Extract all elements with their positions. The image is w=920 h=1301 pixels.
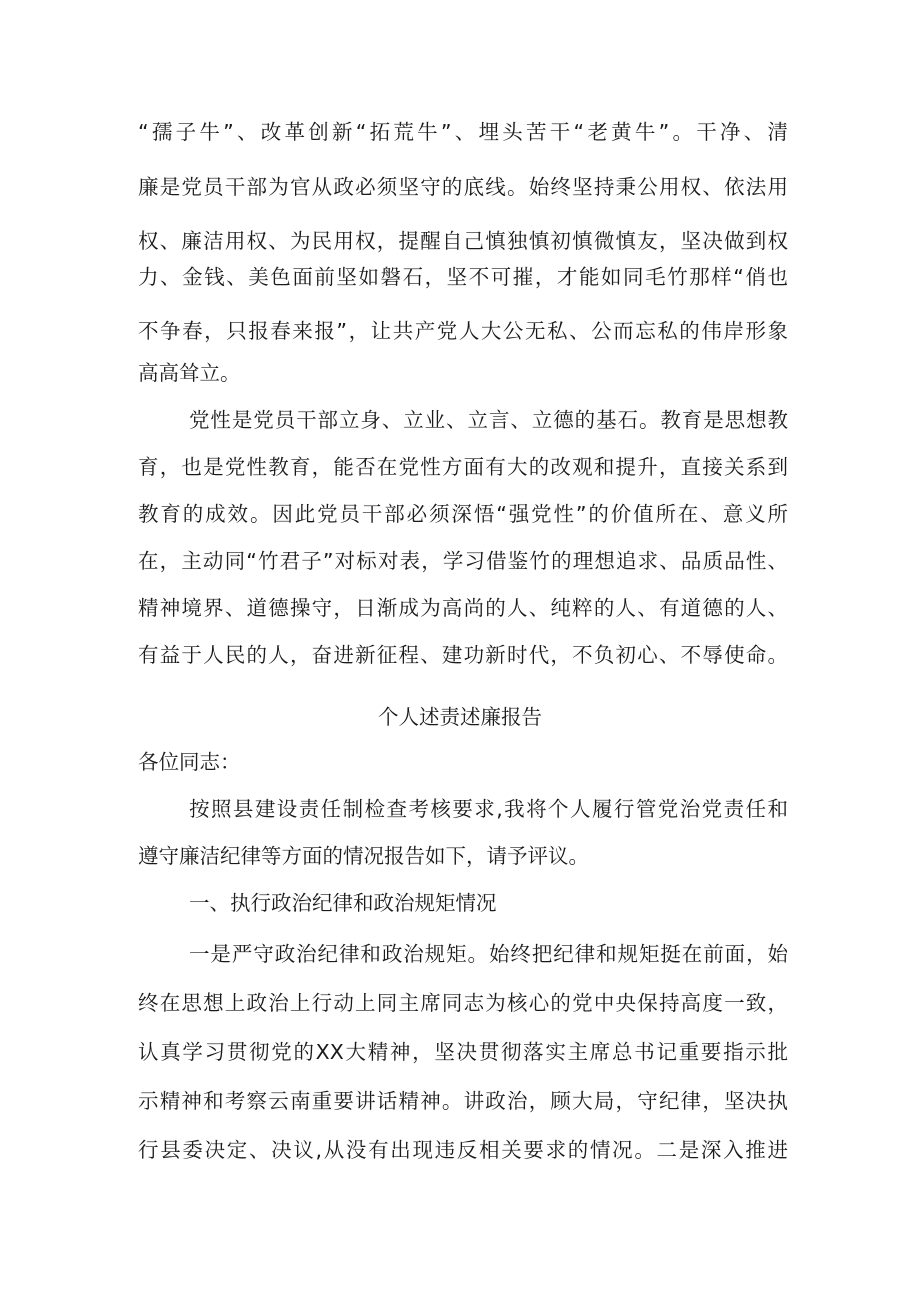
- paragraph-line: 行县委决定、决议,从没有出现违反相关要求的情况。二是深入推进: [138, 1138, 788, 1162]
- paragraph-line: 党性是党员干部立身、立业、立言、立德的基石。教育是思想教: [189, 408, 788, 432]
- paragraph-line: 按照县建设责任制检查考核要求,我将个人履行管党治党责任和: [189, 797, 788, 821]
- paragraph-line: 育，也是党性教育，能否在党性方面有大的改观和提升，直接关系到: [138, 455, 788, 479]
- paragraph-line: 示精神和考察云南重要讲话精神。讲政治，顾大局，守纪律，坚决执: [138, 1089, 788, 1113]
- paragraph-line: 在，主动同“竹君子”对标对表，学习借鉴竹的理想追求、品质品性、: [138, 549, 788, 573]
- paragraph-line: 廉是党员干部为官从政必须坚守的底线。始终坚持秉公用权、依法用: [138, 175, 788, 199]
- paragraph-line: 高高耸立。: [138, 361, 241, 385]
- paragraph-line: 权、廉洁用权、为民用权，提醒自己慎独慎初慎微慎友，坚决做到权: [138, 229, 788, 253]
- section-heading: 一、执行政治纪律和政治规矩情况: [189, 891, 497, 915]
- paragraph-line: 终在思想上政治上行动上同主席同志为核心的党中央保持高度一致，: [138, 991, 788, 1015]
- paragraph-line: 教育的成效。因此党员干部必须深悟“强党性”的价值所在、意义所: [138, 502, 788, 526]
- salutation: 各位同志：: [138, 750, 241, 774]
- paragraph-line: 一是严守政治纪律和政治规矩。始终把纪律和规矩挺在前面，始: [189, 942, 788, 966]
- paragraph-line: 力、金钱、美色面前坚如磐石，坚不可摧，才能如同毛竹那样“俏也: [138, 265, 788, 289]
- paragraph-line: 遵守廉洁纪律等方面的情况报告如下，请予评议。: [138, 844, 589, 868]
- paragraph-line: 不争春，只报春来报”，让共产党人大公无私、公而忘私的伟岸形象: [138, 319, 788, 343]
- paragraph-line: “孺子牛”、改革创新“拓荒牛”、埋头苦干“老黄牛”。干净、清: [138, 120, 788, 144]
- paragraph-line: 精神境界、道德操守，日渐成为高尚的人、纯粹的人、有道德的人、: [138, 596, 788, 620]
- paragraph-line: 认真学习贯彻党的XX大精神，坚决贯彻落实主席总书记重要指示批: [138, 1040, 788, 1064]
- paragraph-line: 有益于人民的人，奋进新征程、建功新时代，不负初心、不辱使命。: [138, 643, 788, 667]
- report-title: 个人述责述廉报告: [378, 705, 542, 729]
